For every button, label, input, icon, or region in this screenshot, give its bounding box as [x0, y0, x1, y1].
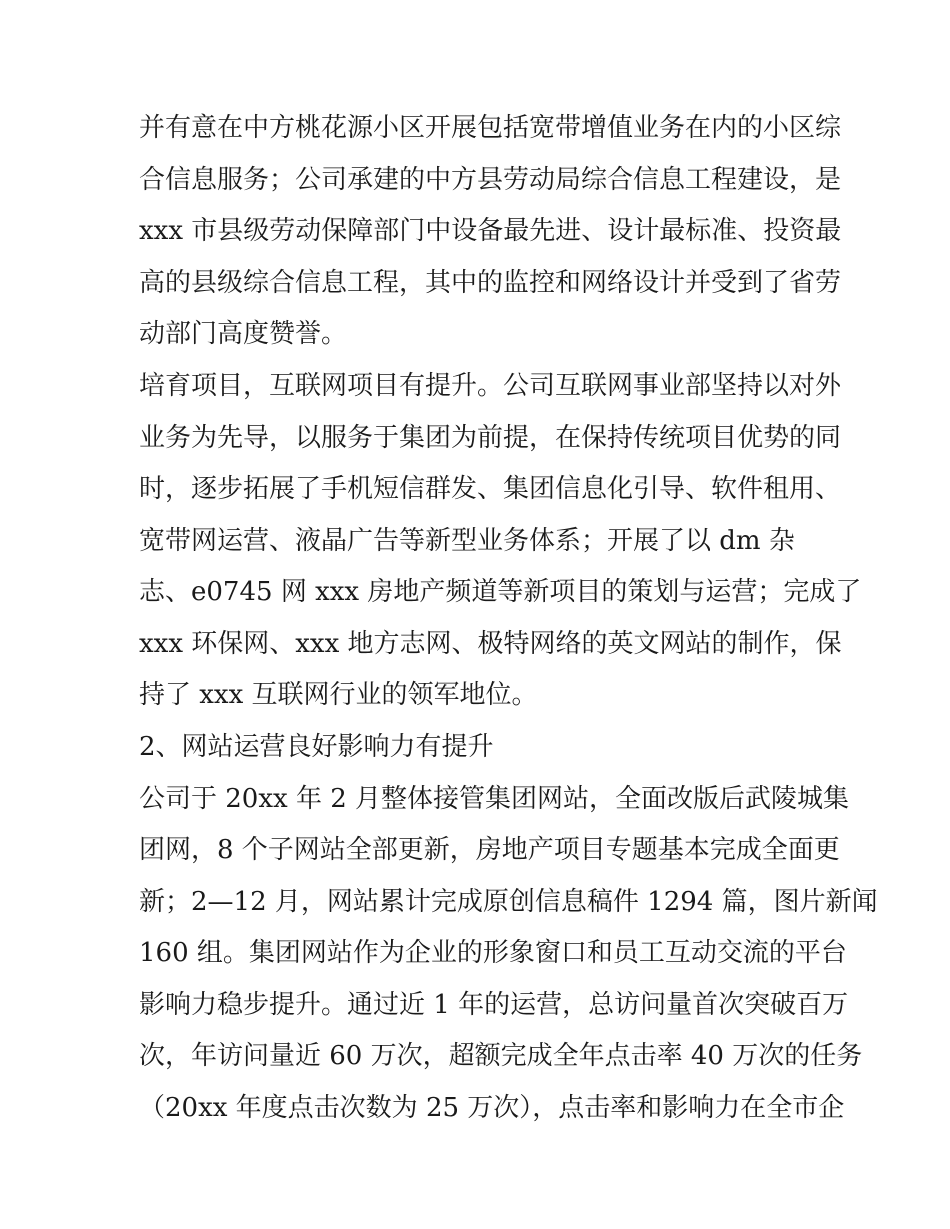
text-line: 培育项目，互联网项目有提升。公司互联网事业部坚持以对外: [139, 371, 842, 401]
text-line: xxx 环保网、xxx 地方志网、极特网络的英文网站的制作，保: [139, 629, 842, 659]
text-line: 公司于 20xx 年 2 月整体接管集团网站，全面改版后武陵城集: [139, 784, 850, 814]
text-line: 160 组。集团网站作为企业的形象窗口和员工互动交流的平台: [139, 938, 847, 968]
text-line: 动部门高度赞誉。: [139, 319, 348, 349]
text-line: 并有意在中方桃花源小区开展包括宽带增值业务在内的小区综: [139, 113, 842, 143]
text-line: 影响力稳步提升。通过近 1 年的运营，总访问量首次突破百万: [139, 990, 849, 1020]
text-line: 宽带网运营、液晶广告等新型业务体系；开展了以 dm 杂: [139, 526, 795, 556]
text-line: 高的县级综合信息工程，其中的监控和网络设计并受到了省劳: [139, 268, 842, 298]
section-heading: 2、网站运营良好影响力有提升: [139, 732, 494, 762]
text-line: 新；2—12 月，网站累计完成原创信息稿件 1294 篇，图片新闻: [139, 887, 878, 917]
text-line: 志、e0745 网 xxx 房地产频道等新项目的策划与运营；完成了: [139, 577, 862, 607]
text-line: 次，年访问量近 60 万次，超额完成全年点击率 40 万次的任务: [139, 1041, 863, 1071]
text-line: 时，逐步拓展了手机短信群发、集团信息化引导、软件租用、: [139, 474, 842, 504]
text-line: 持了 xxx 互联网行业的领军地位。: [139, 680, 538, 710]
text-line: （20xx 年度点击次数为 25 万次），点击率和影响力在全市企: [139, 1093, 845, 1123]
text-line: xxx 市县级劳动保障部门中设备最先进、设计最标准、投资最: [139, 216, 842, 246]
text-line: 团网，8 个子网站全部更新，房地产项目专题基本完成全面更: [139, 835, 840, 865]
text-line: 业务为先导，以服务于集团为前提，在保持传统项目优势的同: [139, 423, 842, 453]
text-line: 合信息服务；公司承建的中方县劳动局综合信息工程建设，是: [139, 165, 842, 195]
